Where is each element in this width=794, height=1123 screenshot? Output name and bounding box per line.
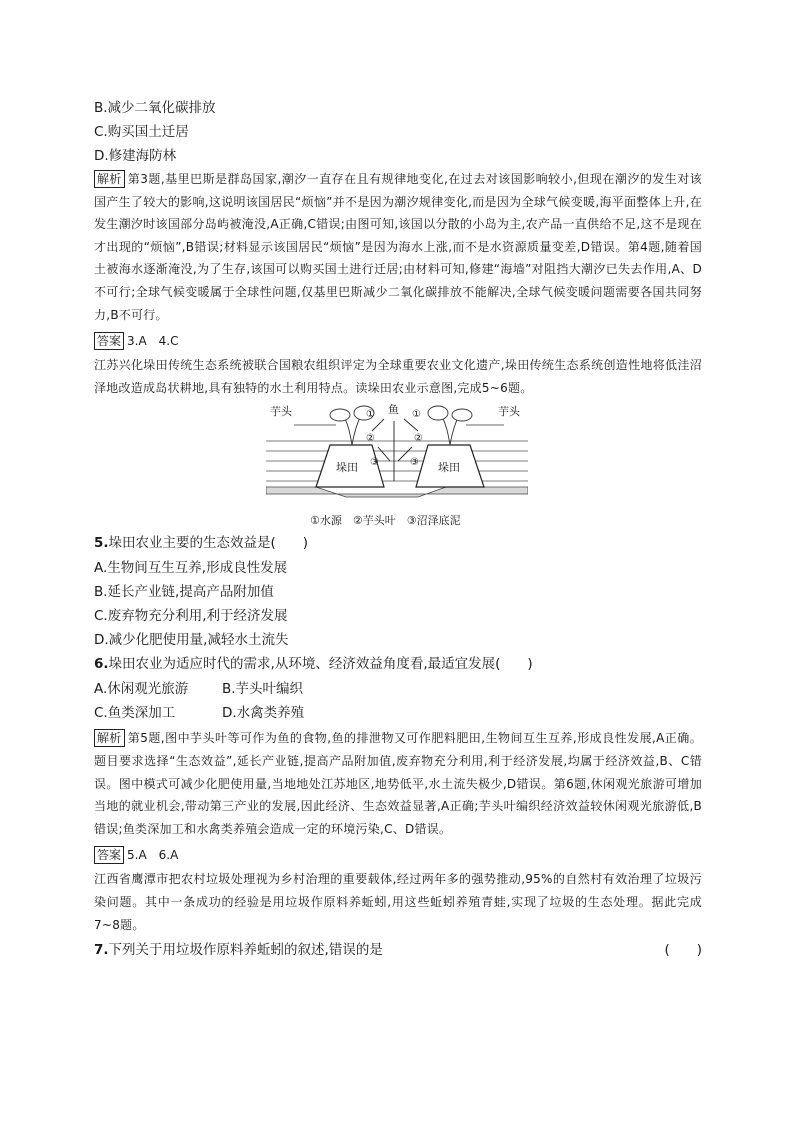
taro-plant-right: [428, 406, 472, 445]
marker-1-right: ①: [412, 409, 421, 421]
answer-q5-q6: [94, 844, 702, 866]
explanation-tag: 解析: [94, 170, 125, 188]
marker-2-left: ②: [366, 433, 375, 445]
answer-text: 3.A 4.C: [127, 334, 179, 349]
question-5: [94, 531, 702, 556]
marker-1-left: ①: [366, 409, 375, 421]
answer-blank: ( ): [664, 942, 702, 959]
question-6-stem: 垛田农业为适应时代的需求,从环境、经济效益角度看,最适宜发展( ): [108, 656, 533, 673]
q5-option-d: D.减少化肥使用量,减轻水土流失: [94, 632, 289, 649]
duotian-diagram: [94, 401, 702, 509]
material-intro-7-8: 江西省鹰潭市把农村垃圾处理视为乡村治理的重要载体,经过两年多的强势推动,95%的自然村有效治理了垃圾污染问题。其中一条成功的经验是用垃圾作原料养蚯蚓,用这些蚯蚓养殖青蛙,实现了垃圾的生态处理。据此完成7~8题。: [94, 872, 702, 932]
explanation-text: 第5题,图中芋头叶等可作为鱼的食物,鱼的排泄物又可作肥料肥田,生物间互生互养,形成良性发展,A正确。题目要求选择“生态效益”,延长产业链,提高产品附加值,废弃物充分利用,利于经济发展,均属于经济效益,B、C错误。图中模式可减少化肥使用量,当地地处江苏地区,地势低平,水土流失极少,D错误。第6题,休闲观光旅游可增加当地的就业机会,带动第三产业的发展,因此经济、生态效益显著,A正确;芋头叶编织经济效益较休闲观光旅游低,B错误;鱼类深加工和水禽类养殖会造成一定的环境污染,C、D错误。: [94, 731, 702, 836]
question-6-number: 6.: [94, 656, 109, 673]
q6-options-row-1: [94, 677, 702, 701]
answer-tag: 答案: [94, 846, 124, 864]
material-intro-5-6: 江苏兴化垛田传统生态系统被联合国粮农组织评定为全球重要农业文化遗产,垛田传统生态系统创造性地将低洼沼泽地改造成岛状耕地,具有独特的水土利用特点。读垛田农业示意图,完成5~6题。: [94, 358, 702, 395]
explanation-q3-q4: [94, 168, 702, 326]
exam-page: [94, 96, 702, 963]
q6-option-a: A.休闲观光旅游: [94, 681, 189, 698]
q5-option-b: B.延长产业链,提高产品附加值: [94, 584, 274, 601]
mud-layer: [266, 487, 528, 497]
question-7: [94, 938, 702, 963]
marker-2-right: ②: [414, 433, 423, 445]
question-5-stem: 垛田农业主要的生态效益是( ): [108, 535, 309, 552]
explanation-q5-q6: [94, 727, 702, 840]
duotian-diagram-svg: [266, 401, 528, 507]
question-6: [94, 652, 702, 677]
taro-label-right: 芋头: [498, 405, 520, 419]
q4-option-b: B.减少二氧化碳排放: [94, 100, 216, 116]
taro-label-left: 芋头: [270, 405, 292, 419]
question-5-number: 5.: [94, 535, 109, 552]
answer-q3-q4: [94, 330, 702, 352]
marker-3-right: ③: [410, 457, 419, 469]
q6-option-d: D.水禽类养殖: [222, 705, 305, 722]
q6-option-b: B.芋头叶编织: [222, 681, 304, 698]
q4-option-d: D.修建海防林: [94, 148, 177, 164]
explanation-tag: 解析: [94, 729, 125, 747]
answer-text: 5.A 6.A: [127, 848, 179, 863]
explanation-text: 第3题,基里巴斯是群岛国家,潮汐一直存在且有规律地变化,在过去对该国影响较小,但现在潮汐的发生对该国产生了较大的影响,这说明该国居民“烦恼”并不是因为潮汐规律变化,而是因为全球气候变暖,海平面整体上升,在发生潮汐时该国部分岛屿被淹没,A正确,C错误;由图可知,该国以分散的小岛为主,农产品一直供给不足,这不是现在才出现的“烦恼”,B错误;材料显示该国居民“烦恼”是因为海水上涨,而不是水资源质量变差,D错误。第4题,随着国土被海水逐渐淹没,为了生存,该国可以购买国土进行迁居;由材料可知,修建“海墙”对阻挡大潮汐已失去作用,A、D不可行;全球气候变暖属于全球性问题,仅基里巴斯减少二氧化碳排放不能解决,全球气候变暖问题需要各国共同努力,B不可行。: [94, 172, 702, 322]
water-lines: [266, 441, 528, 481]
field-right-label: 垛田: [438, 461, 460, 475]
marker-3-left: ③: [370, 457, 379, 469]
question-7-number: 7.: [94, 942, 109, 959]
question-7-stem: 下列关于用垃圾作原料养蚯蚓的叙述,错误的是: [108, 942, 383, 959]
q6-options-row-2: [94, 701, 702, 725]
field-left-label: 垛田: [336, 461, 358, 475]
q6-option-c: C.鱼类深加工: [94, 705, 176, 722]
q4-option-c: C.购买国土迁居: [94, 124, 189, 140]
q5-option-c: C.废弃物充分利用,利于经济发展: [94, 608, 288, 625]
fish-label: 鱼: [388, 403, 399, 417]
figure-caption: ①水源 ②芋头叶 ③沼泽底泥: [310, 514, 461, 528]
q5-option-a: A.生物间互生互养,形成良性发展: [94, 560, 288, 577]
answer-tag: 答案: [94, 332, 124, 350]
